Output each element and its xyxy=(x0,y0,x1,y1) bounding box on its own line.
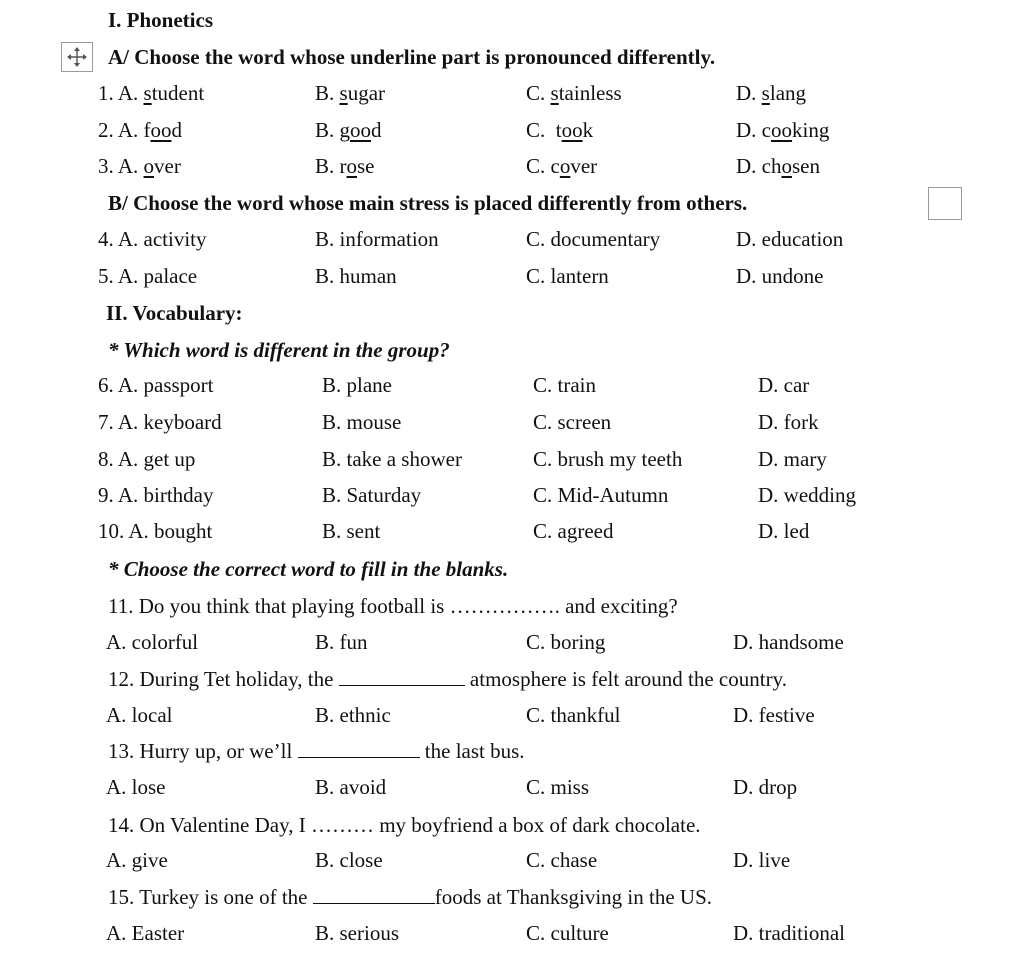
section-b-instruction: B/ Choose the word whose main stress is placed differently from others. xyxy=(108,191,748,215)
q5-option-b: B. human xyxy=(315,264,397,288)
q7-option-c: C. screen xyxy=(533,410,612,434)
q14-option-d: D. live xyxy=(733,848,791,872)
q6-option-d: D. car xyxy=(758,373,810,397)
q13-option-b: B. avoid xyxy=(315,775,387,799)
q9-option-c: C. Mid-Autumn xyxy=(533,483,669,507)
subheading-different-word: * Which word is different in the group? xyxy=(108,338,450,362)
q2-option-d: D. cooking xyxy=(736,118,830,142)
q6-option-c: C. train xyxy=(533,373,596,397)
blank-line xyxy=(313,903,435,904)
q10-option-d: D. led xyxy=(758,519,810,543)
question-15-stem: 15. Turkey is one of the foods at Thanksgiving in the US. xyxy=(108,885,713,909)
q5-option-d: D. undone xyxy=(736,264,824,288)
q11-option-a: A. colorful xyxy=(106,630,199,654)
heading-phonetics: I. Phonetics xyxy=(108,8,213,32)
q3-option-a: 3. A. over xyxy=(98,154,181,178)
subheading-fill-blanks: * Choose the correct word to fill in the blanks. xyxy=(108,557,509,581)
q10-option-a: 10. A. bought xyxy=(98,519,213,543)
blank-line xyxy=(298,757,420,758)
q3-option-b: B. rose xyxy=(315,154,375,178)
q14-option-c: C. chase xyxy=(526,848,598,872)
q9-option-a: 9. A. birthday xyxy=(98,483,214,507)
q15-option-d: D. traditional xyxy=(733,921,845,945)
q8-option-a: 8. A. get up xyxy=(98,447,196,471)
q14-option-b: B. close xyxy=(315,848,383,872)
q12-option-b: B. ethnic xyxy=(315,703,391,727)
q8-option-d: D. mary xyxy=(758,447,827,471)
q12-option-c: C. thankful xyxy=(526,703,621,727)
q4-option-c: C. documentary xyxy=(526,227,661,251)
q1-option-d: D. slang xyxy=(736,81,807,105)
q1-option-c: C. stainless xyxy=(526,81,622,105)
q11-option-b: B. fun xyxy=(315,630,368,654)
q14-option-a: A. give xyxy=(106,848,168,872)
q4-option-b: B. information xyxy=(315,227,439,251)
q3-option-d: D. chosen xyxy=(736,154,820,178)
q11-option-c: C. boring xyxy=(526,630,606,654)
question-11-stem: 11. Do you think that playing football is ……………. and exciting? xyxy=(108,594,678,618)
q15-option-b: B. serious xyxy=(315,921,399,945)
q3-option-c: C. cover xyxy=(526,154,598,178)
q10-option-b: B. sent xyxy=(322,519,381,543)
q12-option-a: A. local xyxy=(106,703,173,727)
q13-option-c: C. miss xyxy=(526,775,590,799)
q9-option-b: B. Saturday xyxy=(322,483,422,507)
question-13-stem: 13. Hurry up, or we’ll the last bus. xyxy=(108,739,525,763)
q2-option-b: B. good xyxy=(315,118,382,142)
q2-option-c: C. took xyxy=(526,118,594,142)
q11-option-d: D. handsome xyxy=(733,630,844,654)
q4-option-a: 4. A. activity xyxy=(98,227,207,251)
q12-option-d: D. festive xyxy=(733,703,815,727)
q7-option-b: B. mouse xyxy=(322,410,402,434)
q9-option-d: D. wedding xyxy=(758,483,856,507)
q13-option-d: D. drop xyxy=(733,775,798,799)
q7-option-a: 7. A. keyboard xyxy=(98,410,222,434)
q5-option-a: 5. A. palace xyxy=(98,264,198,288)
q2-option-a: 2. A. food xyxy=(98,118,182,142)
q1-option-a: 1. A. student xyxy=(98,81,205,105)
checkbox[interactable] xyxy=(928,187,962,220)
q15-option-c: C. culture xyxy=(526,921,609,945)
q1-option-b: B. sugar xyxy=(315,81,386,105)
q6-option-a: 6. A. passport xyxy=(98,373,214,397)
q10-option-c: C. agreed xyxy=(533,519,614,543)
question-14-stem: 14. On Valentine Day, I ……… my boyfriend a box of dark chocolate. xyxy=(108,813,701,837)
q15-option-a: A. Easter xyxy=(106,921,185,945)
q13-option-a: A. lose xyxy=(106,775,166,799)
q5-option-c: C. lantern xyxy=(526,264,609,288)
q8-option-c: C. brush my teeth xyxy=(533,447,683,471)
blank-line xyxy=(339,685,465,686)
q8-option-b: B. take a shower xyxy=(322,447,462,471)
question-12-stem: 12. During Tet holiday, the atmosphere is felt around the country. xyxy=(108,667,787,691)
q7-option-d: D. fork xyxy=(758,410,819,434)
table-move-handle-icon[interactable] xyxy=(61,42,93,72)
q6-option-b: B. plane xyxy=(322,373,392,397)
section-a-instruction: A/ Choose the word whose underline part is pronounced differently. xyxy=(108,45,716,69)
heading-vocabulary: II. Vocabulary: xyxy=(106,301,243,325)
q4-option-d: D. education xyxy=(736,227,844,251)
